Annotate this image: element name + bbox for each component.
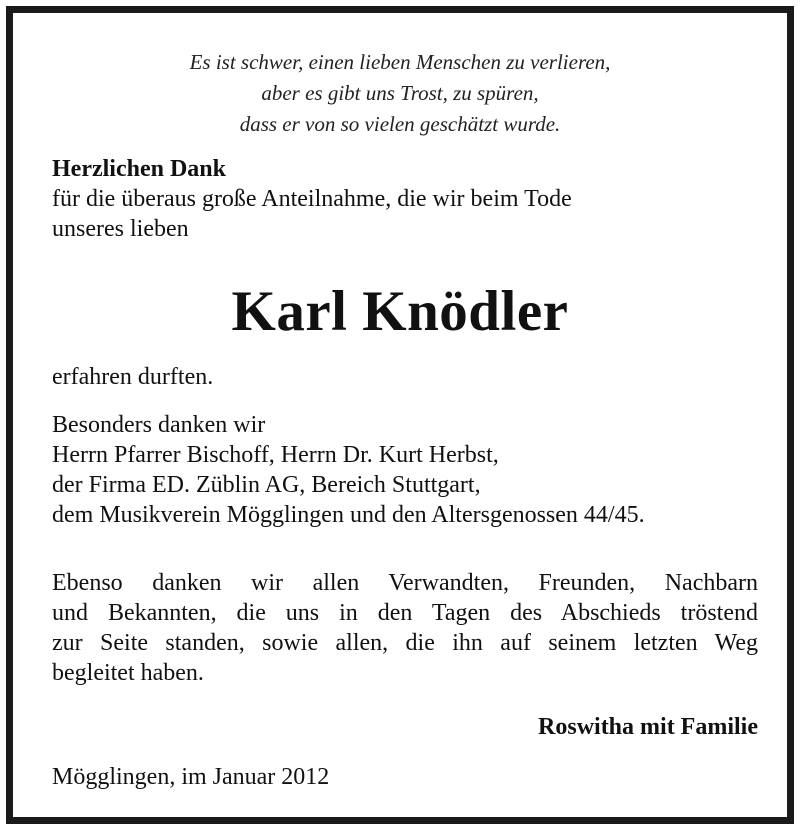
signature: Roswitha mit Familie [538,714,758,740]
place-date: Mögglingen, im Januar 2012 [52,764,330,790]
thanks-intro [52,154,758,244]
thanks-heading: Herzlichen Dank [52,156,226,182]
special-thanks [52,410,758,530]
special-thanks-line: Besonders danken wir [52,412,266,438]
special-thanks-line: der Firma ED. Züblin AG, Bereich Stuttgart, [52,472,481,498]
motto-line: Es ist schwer, einen lieben Menschen zu verlieren, [189,50,611,74]
general-thanks [52,568,758,688]
special-thanks-line: dem Musikverein Mögglingen und den Altersgenossen 44/45. [52,502,645,528]
after-name-text [52,362,758,392]
motto-line: aber es gibt uns Trost, zu spüren, [261,81,539,105]
deceased-name: Karl Knödler [231,280,569,343]
general-thanks-line: zur Seite standen, sowie allen, die ihn auf seinem letzten Weg [52,630,758,656]
motto-line: dass er von so vielen geschätzt wurde. [239,112,561,136]
general-thanks-line: Ebenso danken wir allen Verwandten, Freunden, Nachbarn [52,570,758,596]
obituary-notice [6,6,794,824]
motto-quote [13,47,787,140]
general-thanks-line: begleitet haben. [52,660,204,686]
intro-line: für die überaus große Anteilnahme, die wir beim Tode [52,186,572,212]
after-name-line: erfahren durften. [52,364,214,390]
intro-line: unseres lieben [52,216,189,242]
special-thanks-line: Herrn Pfarrer Bischoff, Herrn Dr. Kurt Herbst, [52,442,499,468]
general-thanks-line: und Bekannten, die uns in den Tagen des Abschieds tröstend [52,600,758,626]
